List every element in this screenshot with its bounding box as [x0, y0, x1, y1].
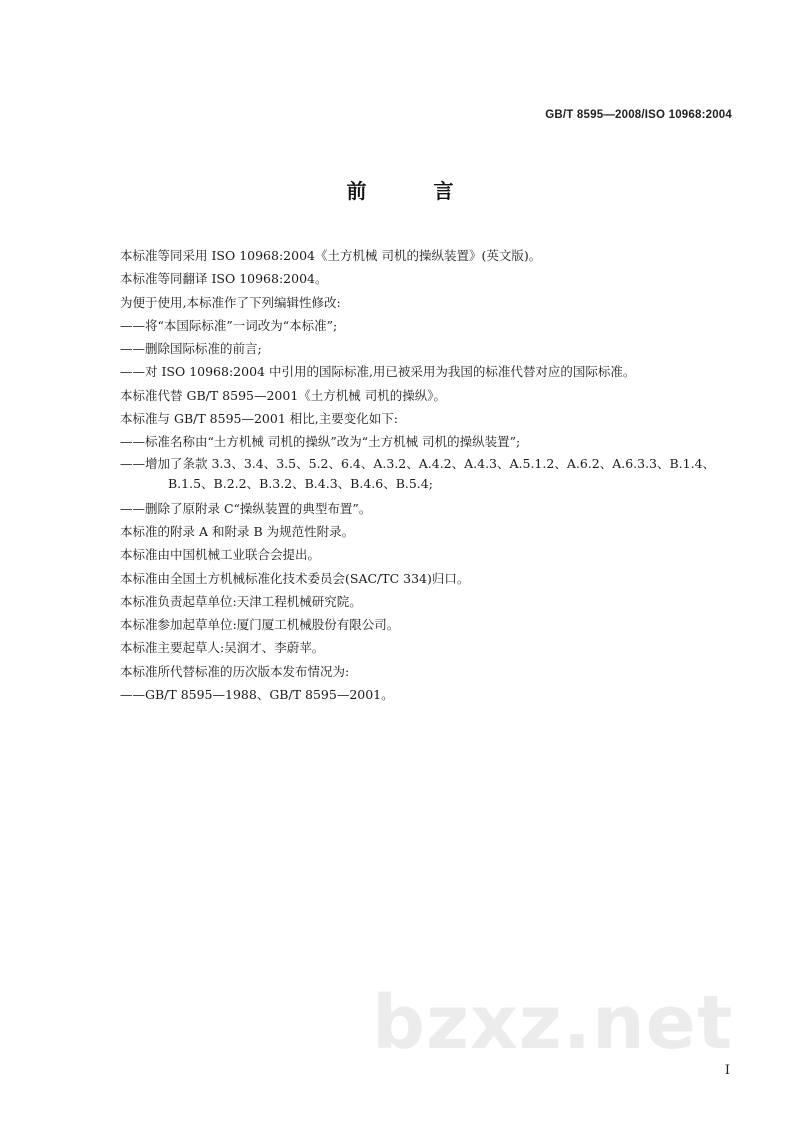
- foreword-line: 本标准的附录 A 和附录 B 为规范性附录。: [120, 523, 355, 539]
- foreword-line: 本标准负责起草单位:天津工程机械研究院。: [120, 593, 362, 609]
- site-watermark: bzxz.net: [372, 980, 734, 1066]
- foreword-line: ——标准名称由“土方机械 司机的操纵”改为“土方机械 司机的操纵装置”;: [120, 434, 521, 450]
- foreword-body: [120, 244, 760, 706]
- foreword-line: 本标准所代替标准的历次版本发布情况为:: [120, 663, 350, 679]
- foreword-line: 本标准代替 GB/T 8595—2001《土方机械 司机的操纵》。: [120, 387, 447, 403]
- foreword-line: 本标准由中国机械工业联合会提出。: [120, 547, 321, 563]
- page-title: 前 言: [346, 179, 484, 203]
- foreword-line: ——对 ISO 10968:2004 中引用的国际标准,用已被采用为我国的标准代替对应的国际标准。: [120, 364, 636, 380]
- foreword-line: ——增加了条款 3.3、3.4、3.5、5.2、6.4、A.3.2、A.4.2、A.4.3、A.5.1.2、A.6.2、A.6.3.3、B.1.4、B.1.5、B.2.2、B.3.2、B.4.3、B.4.6、B.5.4;: [120, 455, 716, 492]
- foreword-line: ——删除了原附录 C“操纵装置的典型布置”。: [120, 500, 372, 516]
- foreword-line: 本标准主要起草人:吴润才、李蔚苹。: [120, 640, 325, 656]
- foreword-line: ——GB/T 8595—1988、GB/T 8595—2001。: [120, 687, 394, 703]
- foreword-line: 本标准等同翻译 ISO 10968:2004。: [120, 271, 328, 287]
- standard-code-header: GB/T 8595—2008/ISO 10968:2004: [545, 109, 732, 121]
- foreword-line: 本标准等同采用 ISO 10968:2004《土方机械 司机的操纵装置》(英文版)。: [120, 248, 542, 263]
- foreword-line: ——删除国际标准的前言;: [120, 341, 262, 357]
- foreword-line: 为便于使用,本标准作了下列编辑性修改:: [120, 294, 341, 310]
- page-number: I: [724, 1063, 730, 1078]
- foreword-line: 本标准参加起草单位:厦门厦工机械股份有限公司。: [120, 617, 400, 633]
- foreword-line: 本标准与 GB/T 8595—2001 相比,主要变化如下:: [120, 411, 398, 427]
- foreword-line: 本标准由全国土方机械标准化技术委员会(SAC/TC 334)归口。: [120, 570, 470, 586]
- foreword-line: ——将“本国际标准”一词改为“本标准”;: [120, 317, 338, 333]
